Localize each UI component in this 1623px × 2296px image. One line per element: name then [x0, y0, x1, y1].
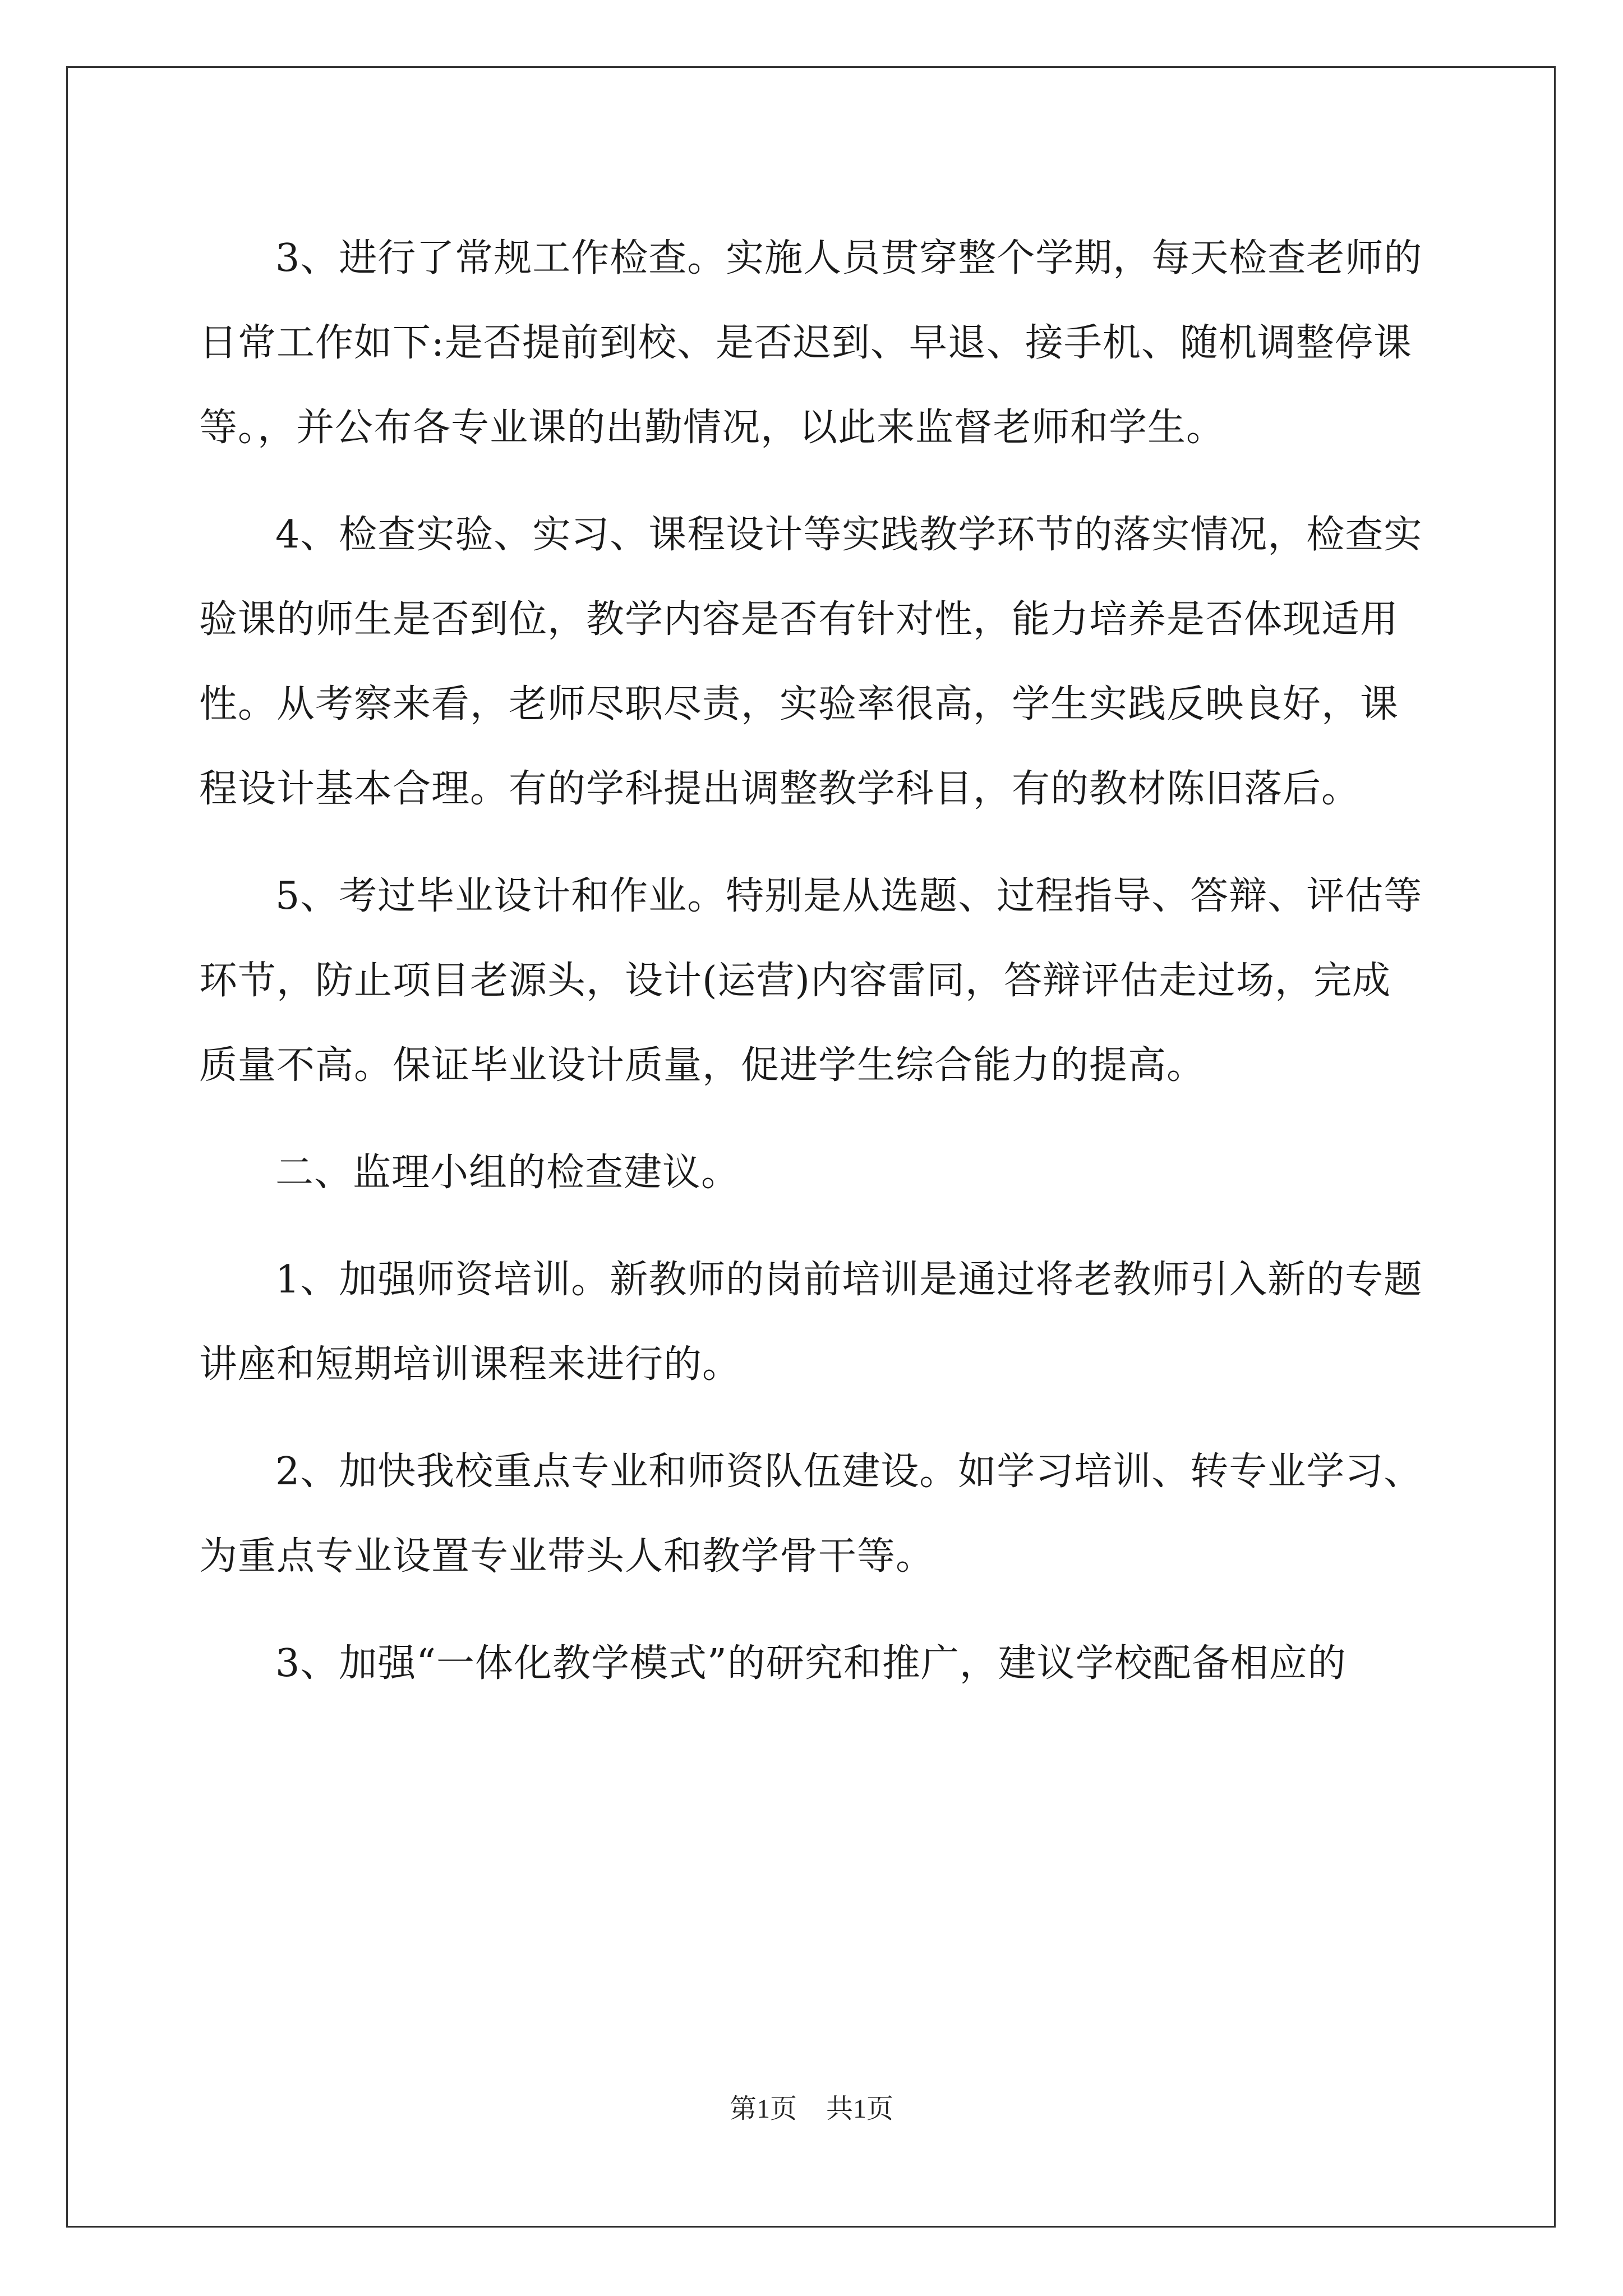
section-heading-suggestions: 二、监理小组的检查建议。	[275, 1151, 740, 1195]
paragraph-graduation-design: 5、考过毕业设计和作业。特别是从选题、过程指导、答辩、评估等环节，防止项目老源头，设计(运营)内容雷同，答辩评估走过场，完成质量不高。保证毕业设计质量，促进学生综合能力的提高。	[199, 874, 1423, 1088]
paragraph-integrated-teaching: 3、加强“一体化教学模式”的研究和推广，建议学校配备相应的	[275, 1641, 1347, 1686]
paragraph-teacher-training: 1、加强师资培训。新教师的岗前培训是通过将老教师引入新的专题讲座和短期培训课程来进行的。	[199, 1258, 1423, 1387]
document-body	[199, 216, 1427, 1706]
paragraph-practice-inspection: 4、检查实验、实习、课程设计等实践教学环节的落实情况，检查实验课的师生是否到位，教学内容是否有针对性，能力培养是否体现适用性。从考察来看，老师尽职尽责，实验率很高，学生实践反映良好，课程设计基本合理。有的学科提出调整教学科目，有的教材陈旧落后。	[199, 513, 1423, 811]
page-footer	[0, 2087, 1623, 2125]
paragraph-routine-inspection: 3、进行了常规工作检查。实施人员贯穿整个学期，每天检查老师的日常工作如下:是否提前到校、是否迟到、早退、接手机、随机调整停课等。，并公布各专业课的出勤情况，以此来监督老师和学生。	[199, 236, 1423, 450]
paragraph-key-majors: 2、加快我校重点专业和师资队伍建设。如学习培训、转专业学习、为重点专业设置专业带头人和教学骨干等。	[199, 1450, 1423, 1579]
page-number: 第1页	[729, 2094, 797, 2124]
page-total: 共1页	[826, 2094, 894, 2124]
